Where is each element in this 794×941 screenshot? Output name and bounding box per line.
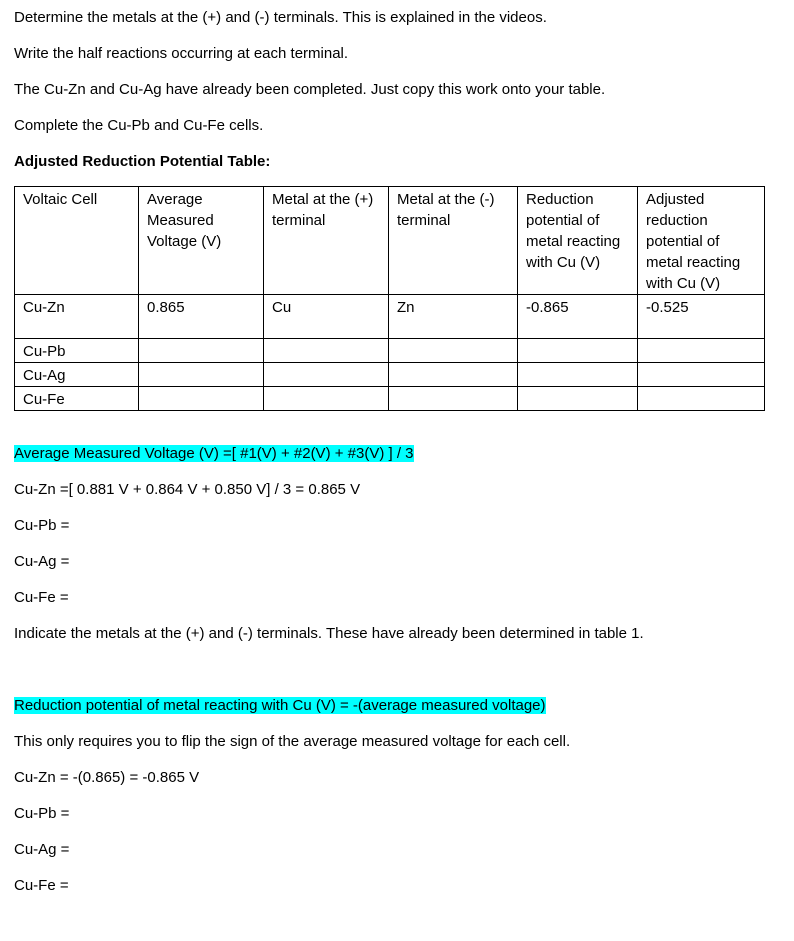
cell-positive-terminal[interactable]: Cu — [264, 295, 389, 339]
terminals-note: Indicate the metals at the (+) and (-) terminals. These have already been determined in table 1. — [14, 625, 644, 642]
voltage-line-cu-pb: Cu-Pb = — [14, 517, 70, 534]
cell-negative-terminal[interactable] — [389, 387, 518, 411]
cell-reduction-potential[interactable] — [518, 339, 638, 363]
cell-adjusted-reduction-potential[interactable] — [638, 339, 765, 363]
table-row — [15, 339, 765, 363]
instruction-1: Determine the metals at the (+) and (-) terminals. This is explained in the videos. — [14, 9, 547, 26]
reduction-formula — [14, 697, 546, 715]
reduction-formula-highlight: Reduction potential of metal reacting with Cu (V) = -(average measured voltage) — [14, 697, 546, 714]
cell-positive-terminal[interactable] — [264, 387, 389, 411]
voltage-formula-highlight: Average Measured Voltage (V) =[ #1(V) + #2(V) + #3(V) ] / 3 — [14, 445, 414, 462]
header-adjusted-reduction-potential: Adjusted reduction potential of metal reacting with Cu (V) — [638, 187, 765, 295]
cell-reduction-potential[interactable] — [518, 387, 638, 411]
instruction-4: Complete the Cu-Pb and Cu-Fe cells. — [14, 117, 264, 134]
cell-voltaic-cell: Cu-Pb — [15, 339, 139, 363]
cell-negative-terminal[interactable]: Zn — [389, 295, 518, 339]
table-row — [15, 387, 765, 411]
table-title: Adjusted Reduction Potential Table: — [14, 153, 271, 170]
reduction-potential-table — [14, 186, 765, 411]
voltage-line-cu-zn: Cu-Zn =[ 0.881 V + 0.864 V + 0.850 V] / 3 = 0.865 V — [14, 481, 361, 498]
cell-adjusted-reduction-potential[interactable] — [638, 363, 765, 387]
voltage-line-cu-ag: Cu-Ag = — [14, 553, 70, 570]
header-average-voltage: Average Measured Voltage (V) — [139, 187, 264, 295]
header-negative-terminal: Metal at the (-) terminal — [389, 187, 518, 295]
table-row — [15, 295, 765, 339]
cell-average-voltage[interactable]: 0.865 — [139, 295, 264, 339]
flip-sign-note: This only requires you to flip the sign of the average measured voltage for each cell. — [14, 733, 571, 750]
cell-adjusted-reduction-potential[interactable]: -0.525 — [638, 295, 765, 339]
cell-average-voltage[interactable] — [139, 339, 264, 363]
cell-positive-terminal[interactable] — [264, 363, 389, 387]
header-positive-terminal: Metal at the (+) terminal — [264, 187, 389, 295]
cell-reduction-potential[interactable]: -0.865 — [518, 295, 638, 339]
cell-average-voltage[interactable] — [139, 363, 264, 387]
instruction-3: The Cu-Zn and Cu-Ag have already been completed. Just copy this work onto your table. — [14, 81, 606, 98]
header-voltaic-cell: Voltaic Cell — [15, 187, 139, 295]
cell-positive-terminal[interactable] — [264, 339, 389, 363]
cell-reduction-potential[interactable] — [518, 363, 638, 387]
cell-negative-terminal[interactable] — [389, 363, 518, 387]
reduction-line-cu-ag: Cu-Ag = — [14, 841, 70, 858]
reduction-line-cu-pb: Cu-Pb = — [14, 805, 70, 822]
cell-voltaic-cell: Cu-Fe — [15, 387, 139, 411]
voltage-line-cu-fe: Cu-Fe = — [14, 589, 69, 606]
instruction-2: Write the half reactions occurring at each terminal. — [14, 45, 349, 62]
reduction-line-cu-fe: Cu-Fe = — [14, 877, 69, 894]
cell-voltaic-cell: Cu-Ag — [15, 363, 139, 387]
header-reduction-potential: Reduction potential of metal reacting with Cu (V) — [518, 187, 638, 295]
table-row — [15, 363, 765, 387]
cell-negative-terminal[interactable] — [389, 339, 518, 363]
cell-adjusted-reduction-potential[interactable] — [638, 387, 765, 411]
voltage-formula — [14, 445, 414, 463]
cell-voltaic-cell: Cu-Zn — [15, 295, 139, 339]
table-header-row — [15, 187, 765, 295]
cell-average-voltage[interactable] — [139, 387, 264, 411]
reduction-line-cu-zn: Cu-Zn = -(0.865) = -0.865 V — [14, 769, 200, 786]
